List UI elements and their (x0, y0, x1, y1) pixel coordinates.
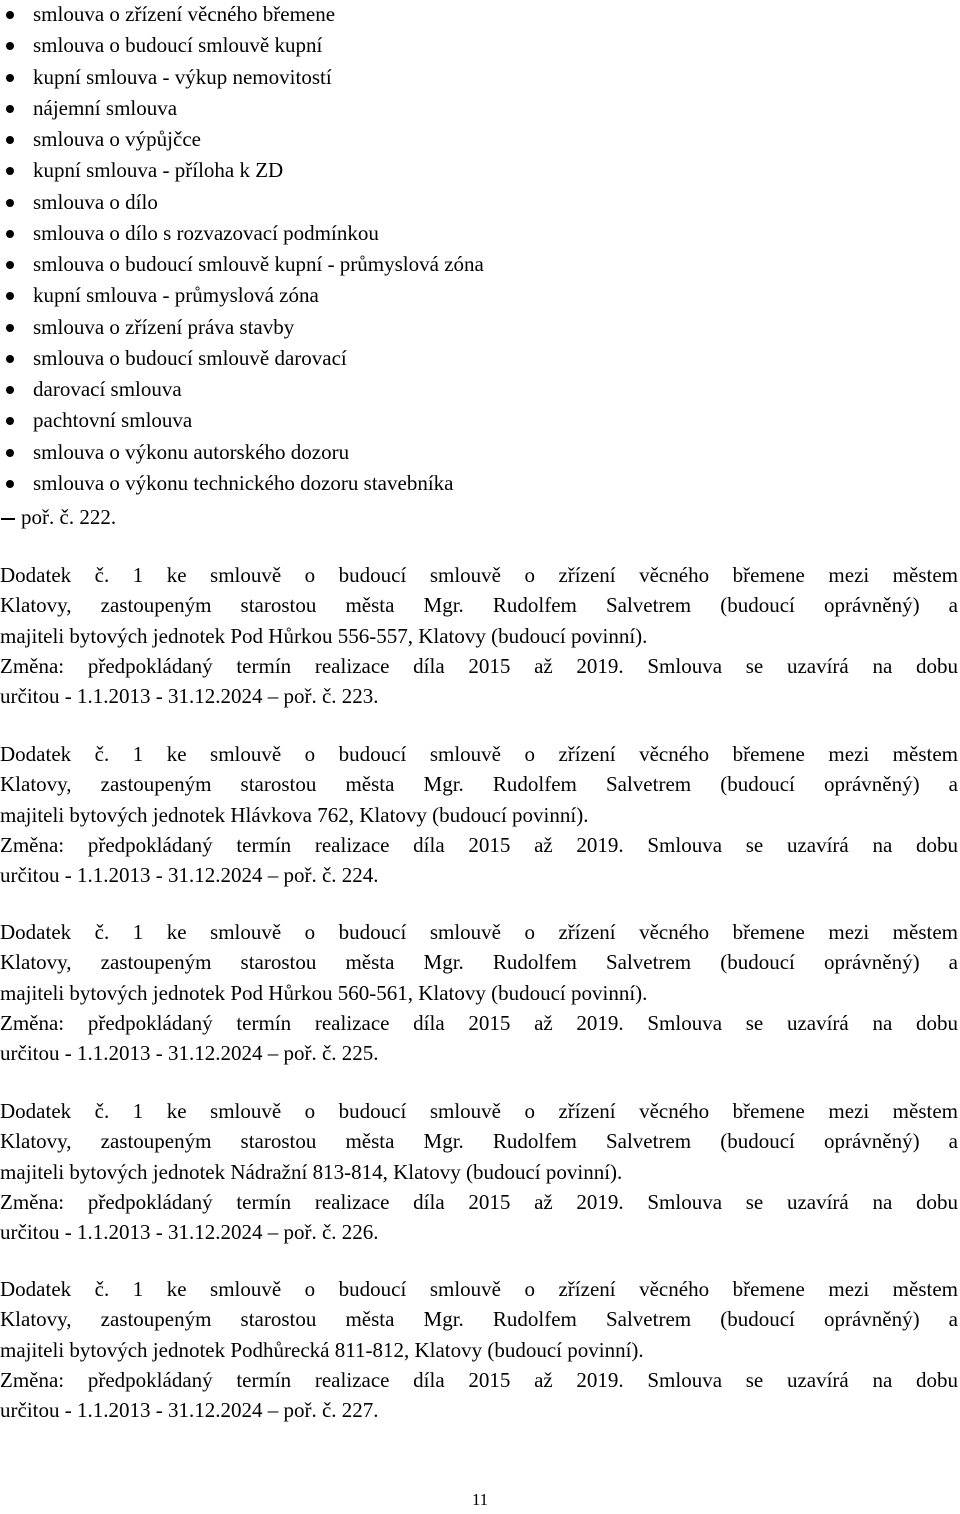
line-text: Dodatek č. 1 ke smlouvě o budoucí smlouvě o zřízení věcného břemene mezi městem (0, 1099, 958, 1123)
bullet-icon (6, 355, 14, 363)
line-text: Změna: předpokládaný termín realizace díla 2015 až 2019. Smlouva se uzavírá na dobu (0, 1189, 958, 1214)
bullet-icon (6, 230, 14, 238)
text-line (0, 681, 958, 711)
line-text: určitou - 1.1.2013 - 31.12.2024 – poř. č. 227. (0, 1398, 379, 1423)
list-item (0, 31, 960, 62)
text-line (0, 800, 958, 830)
list-item (0, 94, 960, 125)
page-number: 11 (471, 1490, 489, 1509)
amendment-paragraph (0, 739, 958, 890)
bullet-icon (6, 324, 14, 332)
list-item-label: smlouva o výpůjčce (33, 127, 201, 151)
text-line (0, 560, 958, 590)
list-item (0, 438, 960, 469)
line-text: Změna: předpokládaný termín realizace díla 2015 až 2019. Smlouva se uzavírá na dobu (0, 832, 958, 857)
bullet-icon (6, 386, 14, 394)
text-line (0, 739, 958, 769)
bullet-icon (6, 167, 14, 175)
line-text: majiteli bytových jednotek Nádražní 813-814, Klatovy (budoucí povinní). (0, 1159, 623, 1184)
list-item-label: kupní smlouva - výkup nemovitostí (33, 64, 332, 89)
reference-number-text: poř. č. 222. (21, 505, 117, 529)
bullet-icon (6, 105, 14, 113)
list-item (0, 281, 960, 312)
list-item (0, 375, 960, 406)
text-line (0, 1096, 958, 1126)
text-line (0, 1157, 958, 1187)
line-text: určitou - 1.1.2013 - 31.12.2024 – poř. č. 226. (0, 1220, 379, 1245)
text-line (0, 621, 958, 651)
bullet-icon (6, 136, 14, 144)
line-text: Dodatek č. 1 ke smlouvě o budoucí smlouvě o zřízení věcného břemene mezi městem (0, 563, 958, 587)
line-text: majiteli bytových jednotek Pod Hůrkou 556-557, Klatovy (budoucí povinní). (0, 623, 648, 648)
line-text: majiteli bytových jednotek Podhůrecká 811-812, Klatovy (budoucí povinní). (0, 1337, 644, 1362)
list-item-label: nájemní smlouva (33, 95, 178, 120)
list-item-label: smlouva o dílo (33, 189, 158, 214)
line-text: určitou - 1.1.2013 - 31.12.2024 – poř. č. 225. (0, 1041, 379, 1066)
list-item-label: kupní smlouva - příloha k ZD (33, 158, 284, 183)
list-item-label: smlouva o budoucí smlouvě kupní - průmyslová zóna (33, 252, 484, 276)
bullet-icon (6, 480, 14, 488)
text-line (0, 769, 958, 799)
amendment-paragraph (0, 917, 958, 1068)
bullet-icon (6, 42, 14, 50)
line-text: majiteli bytových jednotek Hlávkova 762, Klatovy (budoucí povinní). (0, 802, 589, 827)
text-line (0, 1008, 958, 1038)
text-line (0, 917, 958, 947)
line-text: Změna: předpokládaný termín realizace díla 2015 až 2019. Smlouva se uzavírá na dobu (0, 1010, 958, 1035)
text-line (0, 1038, 958, 1068)
line-text: Klatovy, zastoupeným starostou města Mgr. Rudolfem Salvetrem (budoucí oprávněný) a (0, 772, 958, 797)
list-item-label: smlouva o budoucí smlouvě darovací (33, 345, 347, 370)
text-line (0, 1395, 958, 1425)
bullet-icon (6, 261, 14, 269)
line-text: určitou - 1.1.2013 - 31.12.2024 – poř. č. 224. (0, 863, 379, 888)
contract-type-list (0, 0, 960, 500)
line-text: Změna: předpokládaný termín realizace díla 2015 až 2019. Smlouva se uzavírá na dobu (0, 653, 958, 678)
list-item (0, 469, 960, 500)
list-item-label: smlouva o budoucí smlouvě kupní (33, 33, 323, 58)
list-item (0, 0, 960, 31)
text-line (0, 947, 958, 977)
text-line (0, 860, 958, 890)
list-item (0, 156, 960, 187)
amendment-paragraph (0, 1274, 958, 1425)
amendment-paragraph (0, 560, 958, 711)
list-item (0, 250, 960, 281)
text-line (0, 1335, 958, 1365)
bullet-icon (6, 417, 14, 425)
text-line (0, 830, 958, 860)
list-item-label: smlouva o výkonu autorského dozoru (33, 439, 350, 464)
bullet-icon (6, 74, 14, 82)
text-line (0, 651, 958, 681)
line-text: Dodatek č. 1 ke smlouvě o budoucí smlouvě o zřízení věcného břemene mezi městem (0, 1277, 958, 1301)
list-item-label: smlouva o zřízení věcného břemene (33, 2, 336, 26)
list-item (0, 125, 960, 156)
list-item (0, 313, 960, 344)
text-line (0, 978, 958, 1008)
text-line (0, 1217, 958, 1247)
line-text: určitou - 1.1.2013 - 31.12.2024 – poř. č. 223. (0, 684, 379, 709)
line-text: Klatovy, zastoupeným starostou města Mgr. Rudolfem Salvetrem (budoucí oprávněný) a (0, 593, 958, 618)
list-item (0, 188, 960, 219)
line-text: Klatovy, zastoupeným starostou města Mgr. Rudolfem Salvetrem (budoucí oprávněný) a (0, 1129, 958, 1154)
line-text: Změna: předpokládaný termín realizace díla 2015 až 2019. Smlouva se uzavírá na dobu (0, 1367, 958, 1392)
text-line (0, 1304, 958, 1334)
text-line (0, 1187, 958, 1217)
text-line (0, 1274, 958, 1304)
list-item-label: kupní smlouva - průmyslová zóna (33, 283, 319, 308)
bullet-icon (6, 11, 14, 19)
bullet-icon (6, 292, 14, 300)
bullet-icon (6, 199, 14, 207)
dash-icon (1, 518, 15, 520)
list-item-label: smlouva o dílo s rozvazovací podmínkou (33, 220, 379, 245)
bullet-icon (6, 449, 14, 457)
list-item-label: pachtovní smlouva (33, 408, 193, 433)
text-line (0, 590, 958, 620)
list-item-label: darovací smlouva (33, 377, 182, 401)
list-item-label: smlouva o výkonu technického dozoru stavebníka (33, 470, 454, 495)
line-text: Klatovy, zastoupeným starostou města Mgr. Rudolfem Salvetrem (budoucí oprávněný) a (0, 1307, 958, 1332)
list-item (0, 63, 960, 94)
list-item (0, 344, 960, 375)
line-text: Klatovy, zastoupeným starostou města Mgr. Rudolfem Salvetrem (budoucí oprávněný) a (0, 950, 958, 975)
list-item (0, 406, 960, 437)
amendment-paragraph (0, 1096, 958, 1247)
line-text: Dodatek č. 1 ke smlouvě o budoucí smlouvě o zřízení věcného břemene mezi městem (0, 920, 958, 944)
text-line (0, 1126, 958, 1156)
reference-number (0, 503, 116, 532)
line-text: majiteli bytových jednotek Pod Hůrkou 560-561, Klatovy (budoucí povinní). (0, 980, 648, 1005)
text-line (0, 1365, 958, 1395)
line-text: Dodatek č. 1 ke smlouvě o budoucí smlouvě o zřízení věcného břemene mezi městem (0, 742, 958, 766)
list-item-label: smlouva o zřízení práva stavby (33, 314, 295, 339)
list-item (0, 219, 960, 250)
